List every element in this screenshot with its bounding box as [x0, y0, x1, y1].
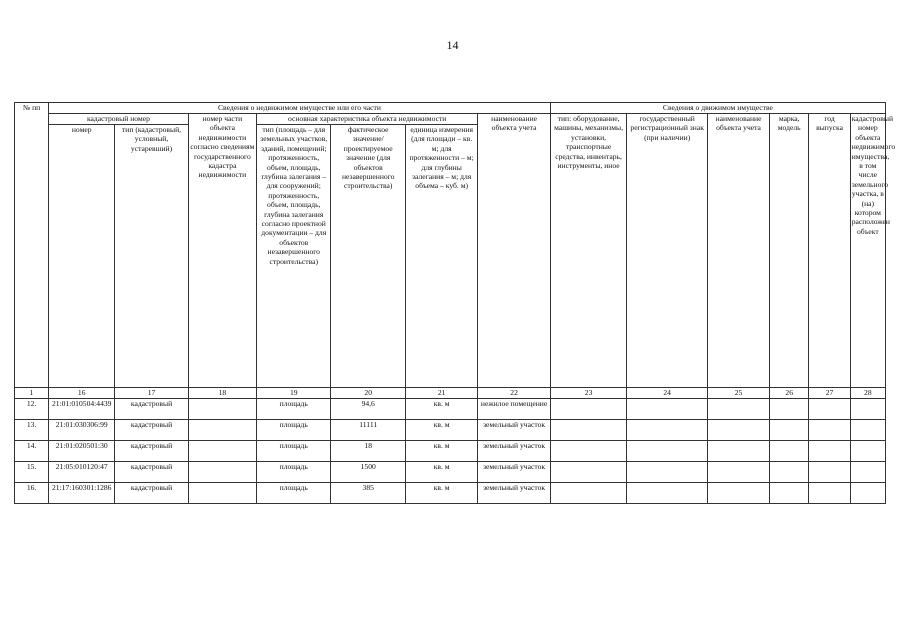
empty-cell [708, 483, 770, 504]
characteristic-value: 94,6 [331, 399, 405, 420]
unit: кв. м [405, 441, 477, 462]
empty-cell [850, 462, 885, 483]
empty-cell [708, 462, 770, 483]
unit: кв. м [405, 420, 477, 441]
empty-cell [550, 399, 627, 420]
empty-cell [708, 441, 770, 462]
cadastral-number: 21:01:020501:30 [49, 441, 115, 462]
table-row [15, 399, 886, 420]
column-number-row [15, 388, 886, 399]
empty-cell [770, 399, 809, 420]
characteristic-type: площадь [257, 420, 331, 441]
property-register-table [14, 102, 896, 504]
empty-cell [627, 441, 708, 462]
column-number: 21 [405, 388, 477, 399]
header-actual-value: фактическое значение/ проектируемое значение (для объектов незавершенного строительства) [331, 125, 405, 388]
column-number: 1 [15, 388, 49, 399]
header-brand-model: марка, модель [770, 114, 809, 388]
column-number: 28 [850, 388, 885, 399]
row-number: 12. [15, 399, 49, 420]
empty-cell [850, 483, 885, 504]
header-movable-type: тип: оборудование, машины, механизмы, установки, транспортные средства, инвентарь, инструменты, иное [550, 114, 627, 388]
number-type: кадастровый [115, 483, 188, 504]
page-number: 14 [446, 38, 459, 52]
cadastral-number: 21:01:010504:4439 [49, 399, 115, 420]
header-land-cadastral: кадастровый номер объекта недвижимого имущества, в том числе земельного участка, в (на) котором расположен объект [850, 114, 885, 388]
header-row-2 [15, 114, 886, 125]
table-row [15, 441, 886, 462]
empty-cell [850, 441, 885, 462]
empty-cell [850, 399, 885, 420]
column-number: 16 [49, 388, 115, 399]
number-type: кадастровый [115, 420, 188, 441]
empty-cell [627, 399, 708, 420]
cadastral-number: 21:01:030306:99 [49, 420, 115, 441]
header-unit: единица измерения (для площади – кв. м; для протяженности – м; для глубины залегания – м; для объема – куб. м) [405, 125, 477, 388]
row-number: 15. [15, 462, 49, 483]
characteristic-type: площадь [257, 462, 331, 483]
part-number [188, 399, 256, 420]
header-state-reg-sign: государственный регистрационный знак (при наличии) [627, 114, 708, 388]
cadastral-number: 21:05:010120:47 [49, 462, 115, 483]
empty-cell [627, 420, 708, 441]
object-name: земельный участок [478, 462, 550, 483]
object-name: земельный участок [478, 420, 550, 441]
empty-cell [708, 420, 770, 441]
characteristic-value: 11111 [331, 420, 405, 441]
empty-cell [809, 462, 850, 483]
column-number: 23 [550, 388, 627, 399]
characteristic-type: площадь [257, 483, 331, 504]
header-movable-group: Сведения о движимом имуществе [550, 103, 885, 114]
header-number: номер [49, 125, 115, 388]
column-number: 19 [257, 388, 331, 399]
empty-cell [809, 483, 850, 504]
column-number: 20 [331, 388, 405, 399]
header-number-type: тип (кадастровый, условный, устаревший) [115, 125, 188, 388]
column-number: 24 [627, 388, 708, 399]
header-accounting-object-name: наименование объекта учета [478, 114, 550, 388]
empty-cell [550, 483, 627, 504]
empty-cell [770, 462, 809, 483]
empty-cell [850, 420, 885, 441]
unit: кв. м [405, 462, 477, 483]
empty-cell [770, 483, 809, 504]
empty-cell [627, 483, 708, 504]
unit: кв. м [405, 483, 477, 504]
header-part-number: номер части объекта недвижимости согласно сведениям государственного кадастра недвижимости [188, 114, 256, 388]
row-number: 13. [15, 420, 49, 441]
header-no: № пп [15, 103, 49, 388]
number-type: кадастровый [115, 399, 188, 420]
header-movable-object-name: наименование объекта учета [708, 114, 770, 388]
header-char-type: тип (площадь – для земельных участков, зданий, помещений; протяженность, объем, площадь, глубина залегания – для сооружений; протяженность, объем, площадь, глубина залегания согласно проектной документации – для объектов незавершенного строительства) [257, 125, 331, 388]
header-cadastral-number: кадастровый номер [49, 114, 189, 125]
column-number: 18 [188, 388, 256, 399]
column-number: 22 [478, 388, 550, 399]
part-number [188, 441, 256, 462]
object-name: земельный участок [478, 483, 550, 504]
column-number: 25 [708, 388, 770, 399]
characteristic-type: площадь [257, 441, 331, 462]
empty-cell [708, 399, 770, 420]
number-type: кадастровый [115, 441, 188, 462]
number-type: кадастровый [115, 462, 188, 483]
empty-cell [770, 441, 809, 462]
row-number: 14. [15, 441, 49, 462]
column-number: 27 [809, 388, 850, 399]
object-name: нежилое помещение [478, 399, 550, 420]
unit: кв. м [405, 399, 477, 420]
empty-cell [770, 420, 809, 441]
empty-cell [550, 462, 627, 483]
part-number [188, 462, 256, 483]
part-number [188, 483, 256, 504]
column-number: 17 [115, 388, 188, 399]
empty-cell [809, 399, 850, 420]
table-row [15, 420, 886, 441]
characteristic-type: площадь [257, 399, 331, 420]
column-number: 26 [770, 388, 809, 399]
empty-cell [550, 420, 627, 441]
empty-cell [809, 420, 850, 441]
characteristic-value: 385 [331, 483, 405, 504]
header-year: год выпуска [809, 114, 850, 388]
header-row-1 [15, 103, 886, 114]
object-name: земельный участок [478, 441, 550, 462]
row-number: 16. [15, 483, 49, 504]
characteristic-value: 1500 [331, 462, 405, 483]
empty-cell [550, 441, 627, 462]
table-row [15, 483, 886, 504]
header-main-characteristic: основная характеристика объекта недвижимости [257, 114, 478, 125]
table-row [15, 462, 886, 483]
cadastral-number: 21:17:160301:1286 [49, 483, 115, 504]
empty-cell [627, 462, 708, 483]
characteristic-value: 18 [331, 441, 405, 462]
header-realty-group: Сведения о недвижимом имуществе или его части [49, 103, 551, 114]
empty-cell [809, 441, 850, 462]
part-number [188, 420, 256, 441]
